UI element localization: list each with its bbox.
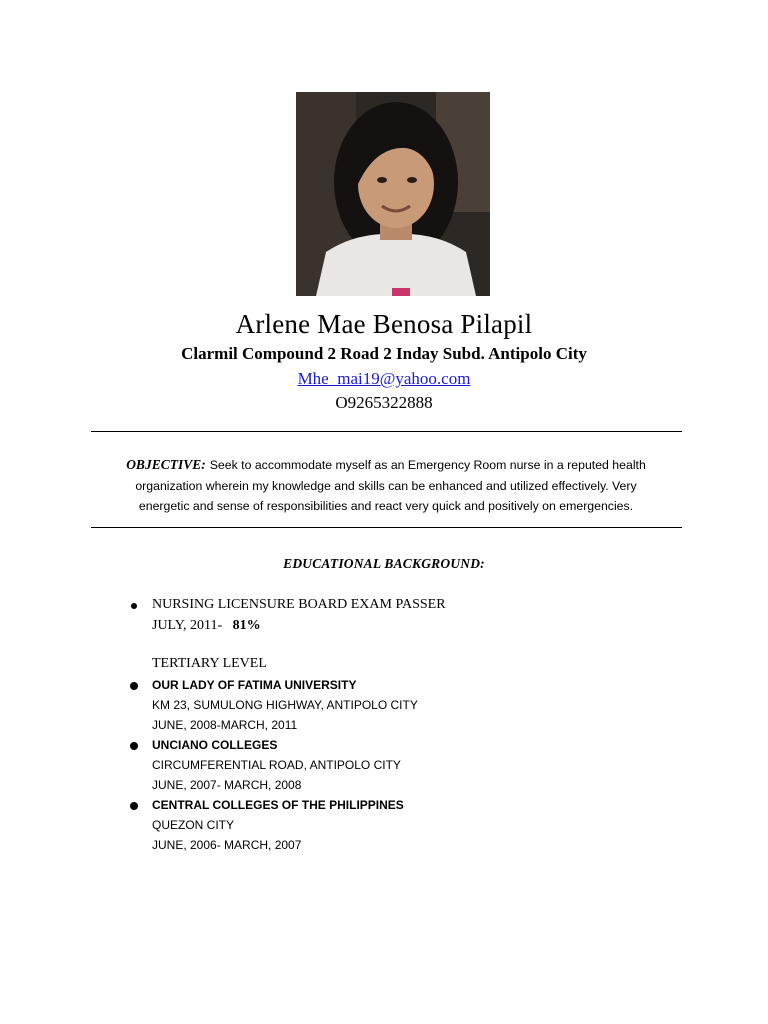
- phone-number: O9265322888: [335, 393, 433, 412]
- board-exam-date: JULY, 2011-: [152, 618, 223, 633]
- bullet-icon: [131, 603, 137, 609]
- school-name: UNCIANO COLLEGES: [152, 738, 278, 752]
- school-name: CENTRAL COLLEGES OF THE PHILIPPINES: [152, 798, 404, 812]
- school-name: OUR LADY OF FATIMA UNIVERSITY: [152, 678, 357, 692]
- school-address: CIRCUMFERENTIAL ROAD, ANTIPOLO CITY: [152, 758, 401, 772]
- applicant-name: Arlene Mae Benosa Pilapil: [235, 309, 533, 339]
- objective-label: OBJECTIVE:: [126, 457, 206, 472]
- board-exam-title: NURSING LICENSURE BOARD EXAM PASSER: [152, 597, 446, 612]
- objective-text: Seek to accommodate myself as an Emergency Room nurse in a reputed health organization wherein my knowledge and skills can be enhanced and utilized effectively. Very energetic and sense of responsibilities and react very quick and positively on emergencies.: [135, 458, 646, 513]
- tertiary-level-label: TERTIARY LEVEL: [152, 656, 267, 671]
- bullet-icon: [130, 802, 138, 810]
- board-exam-result: [152, 618, 261, 634]
- portrait-image: [296, 92, 490, 296]
- applicant-address: Clarmil Compound 2 Road 2 Inday Subd. Antipolo City: [181, 344, 587, 363]
- profile-photo: [296, 92, 490, 296]
- school-dates: JUNE, 2006- MARCH, 2007: [152, 838, 302, 852]
- school-address: KM 23, SUMULONG HIGHWAY, ANTIPOLO CITY: [152, 698, 418, 712]
- school-address: QUEZON CITY: [152, 818, 235, 832]
- education-heading: EDUCATIONAL BACKGROUND:: [283, 556, 485, 571]
- bullet-icon: [130, 682, 138, 690]
- school-dates: JUNE, 2008-MARCH, 2011: [152, 718, 298, 732]
- email-link[interactable]: Mhe_mai19@yahoo.com: [297, 369, 471, 388]
- school-dates: JUNE, 2007- MARCH, 2008: [152, 778, 302, 792]
- divider-top: [91, 431, 682, 432]
- bullet-icon: [130, 742, 138, 750]
- board-exam-score: 81%: [232, 618, 261, 633]
- objective-section: [110, 455, 662, 517]
- divider-bottom: [91, 527, 682, 528]
